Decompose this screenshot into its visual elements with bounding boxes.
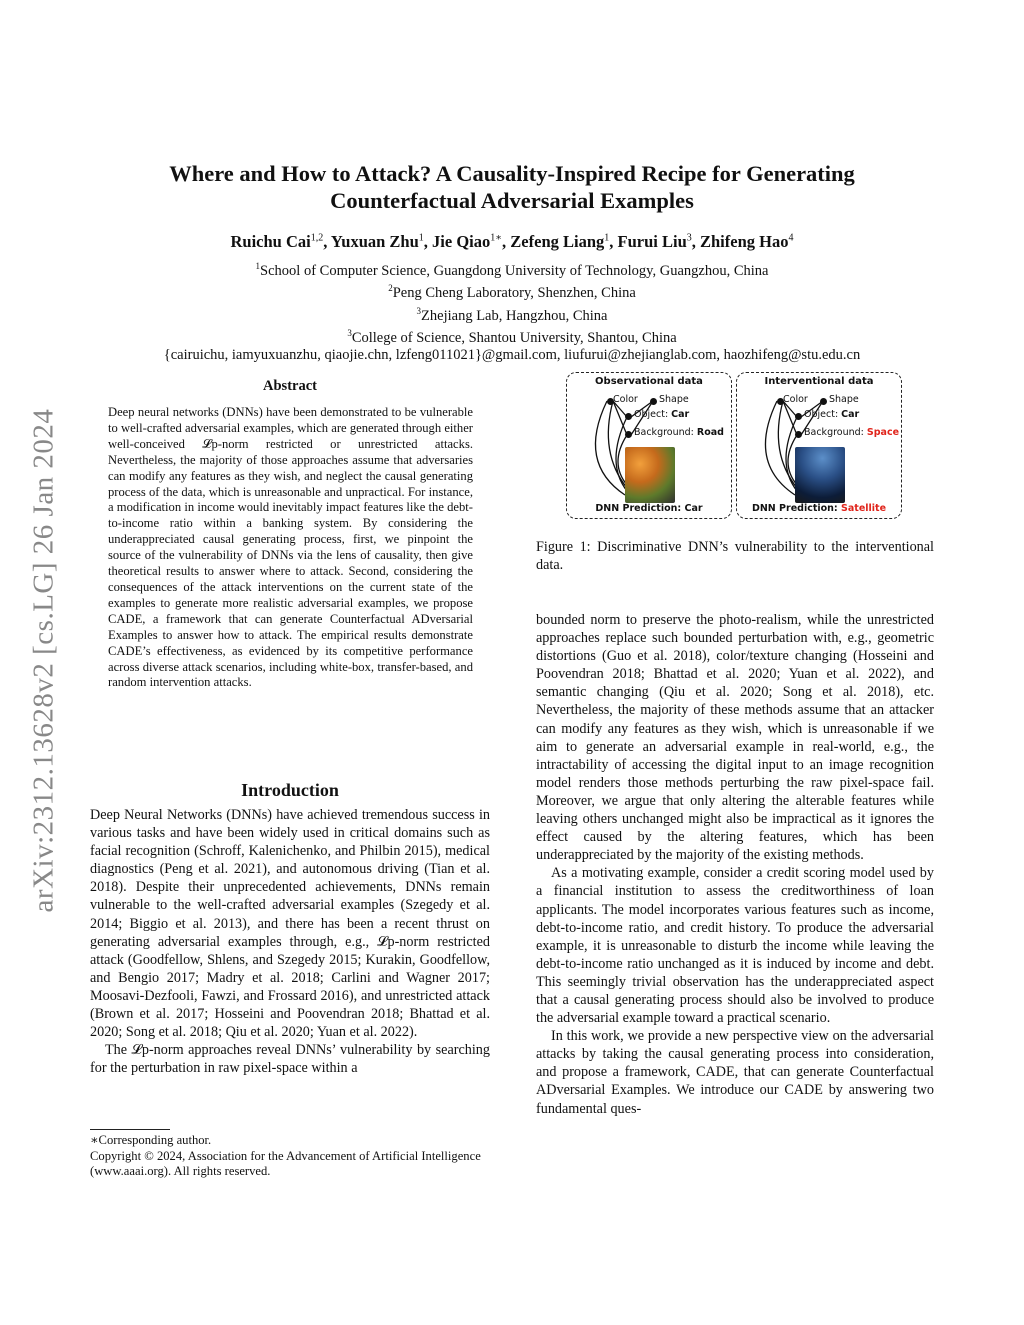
- author: Ruichu Cai$^{1,2}$: [230, 232, 324, 251]
- shape-node: Shape: [659, 394, 689, 405]
- figure-1: [562, 372, 904, 520]
- dnn-prediction: DNN Prediction: Car: [595, 503, 703, 514]
- background-node: Background: Road: [634, 427, 724, 438]
- introduction-body: [90, 806, 490, 1077]
- panel-title: Observational data: [595, 376, 703, 387]
- object-node: Object: Car: [804, 409, 860, 420]
- corresponding-author-note: ∗Corresponding author.: [90, 1133, 212, 1147]
- object-node-dot: [625, 413, 632, 420]
- object-node-dot: [795, 413, 802, 420]
- background-node-dot: [625, 431, 632, 438]
- panel-title: Interventional data: [764, 376, 874, 387]
- copyright-notice: Copyright © 2024, Association for the Advancement of Artificial Intelligence (www.aaai.org). All rights reserved.: [90, 1148, 481, 1178]
- author: Yuxuan Zhu$^1$: [330, 232, 424, 251]
- author: Furui Liu$^3$: [617, 232, 692, 251]
- affiliation: $^2$Peng Cheng Laboratory, Shenzhen, China: [388, 283, 636, 302]
- car-in-space-image: [795, 447, 845, 503]
- color-node: Color: [613, 394, 638, 405]
- car-on-road-image: [625, 447, 675, 503]
- author: Jie Qiao$^{1∗}$: [432, 232, 503, 251]
- dnn-prediction: DNN Prediction: Satellite: [751, 503, 887, 514]
- paragraph: In this work, we provide a new perspective view on the adversarial attacks by taking the causal generating process into consideration, and propose a framework, CADE, that can generate Counterfactual ADversarial Examples. We introduce our CADE by answering two fundamental ques-: [536, 1028, 934, 1117]
- footnote: [90, 1129, 490, 1180]
- paragraph: Deep Neural Networks (DNNs) have achieved tremendous success in various tasks and have been widely used in critical domains such as facial recognition (Schroff, Kalenichenko, and Philbin 2015), medical diagnostics (Peng et al. 2021), and autonomous driving (Tian et al. 2018). Despite their unprecedented achievements, DNNs remain vulnerable to the well-crafted adversarial examples (Szegedy et al. 2014; Biggio et al. 2013), and there has been a recent thrust on generating adversarial examples through, e.g., 𝓛p-norm restricted attack (Goodfellow, Shlens, and Szegedy 2015; Kurakin, Goodfellow, and Bengio 2017; Madry et al. 2018; Carlini and Wagner 2017; Moosavi-Dezfooli, Fawzi, and Frossard 2016), and unrestricted attack (Brown et al. 2017; Hosseini and Poovendran 2018; Bhattad et al. 2020; Song et al. 2018; Qiu et al. 2020; Yuan et al. 2022).: [90, 807, 490, 1041]
- affiliation: $^1$School of Computer Science, Guangdong University of Technology, Guangzhou, China: [255, 261, 769, 279]
- shape-node-dot: [650, 398, 657, 405]
- paragraph: As a motivating example, consider a credit scoring model used by a financial institution to assess the creditworthiness of loan applicants. The model incorporates various features such as income, debt-to-income ratio, and credit history. To produce the adversarial example, it is unreasonable to disturb the income while leaving the debt-to-income ratio unchanged as it is induced by income and debt. This seemingly trivial observation has the underappreciated aspect that a causal generating process should also be involved to produce the adversarial example toward a practical scenario.: [536, 865, 934, 1027]
- paper-title: Where and How to Attack? A Causality-Inspired Recipe for Generating Counterfactual Adversarial Examples: [169, 161, 855, 213]
- affiliations: [90, 258, 934, 365]
- observational-panel: [566, 372, 732, 519]
- figure-caption: Figure 1: Discriminative DNN’s vulnerability to the interventional data.: [536, 539, 934, 574]
- interventional-panel: [736, 372, 902, 519]
- paragraph: bounded norm to preserve the photo-realism, while the unrestricted approaches replace such bounded perturbation with, e.g., geometric distortions (Guo et al. 2018), color/texture changing (Hosseini and Poovendran 2018; Bhattad et al. 2020; Yuan et al. 2022), and semantic changing (Qiu et al. 2020; Song et al. 2018), etc. Nevertheless, the majority of these methods assume that an attacker can modify any features as they wish, which is unreasonable if we aim to generate an adversarial example in real-world, e.g., the intractability of accessing the digital input to an image recognition model renders those methods perturbing the raw pixel-space fail. Moreover, we argue that only altering the alterable features while leaving others unchanged might also be impractical as it ignores the effect caused by the altering features, which has been underappreciated by the majority of the existing methods.: [536, 612, 934, 864]
- abstract-heading: Abstract: [263, 378, 317, 394]
- email-list: {cairuichu, iamyuxuanzhu, qiaojie.chn, lzfeng011021}@gmail.com, liufurui@zhejianglab.com, haozhifeng@stu.edu.cn: [163, 347, 861, 364]
- abstract-text: Deep neural networks (DNNs) have been demonstrated to be vulnerable to well-crafted adversarial examples, which are generated through either well-conceived 𝓛p-norm restricted or unrestricted attacks. Nevertheless, the majority of those approaches assume that adversaries can modify any features as they wish, and neglect the causal generating process of the data, which is unreasonable and unpractical. For instance, a modification in income would inevitably impact features like the debt-to-income ratio within a banking system. By considering the underappreciated causal generating process, first, we pinpoint the source of the vulnerability of DNNs via the lens of causality, then give theoretical results to answer where to attack. Second, considering the consequences of the attack interventions on the current state of the examples to generate more realistic adversarial examples, we propose CADE, a framework that can generate Counterfactual ADversarial Examples to answer how to attack. The empirical results demonstrate CADE’s effectiveness, as evidenced by its competitive performance across diverse attack scenarios, including white-box, transfer-based, and random intervention attacks.: [108, 405, 473, 690]
- arxiv-stamp: arXiv:2312.13628v2 [cs.LG] 26 Jan 2024: [27, 408, 60, 912]
- footnote-rule: [90, 1129, 170, 1130]
- author: Zefeng Liang$^1$: [510, 232, 610, 251]
- affiliation: $^3$Zhejiang Lab, Hangzhou, China: [416, 305, 608, 324]
- introduction-heading: Introduction: [241, 780, 339, 800]
- right-column-body: [536, 611, 934, 1118]
- object-node: Object: Car: [634, 409, 690, 420]
- background-node: Background: Space: [804, 427, 900, 438]
- shape-node: Shape: [829, 394, 859, 405]
- paragraph: The 𝓛p-norm approaches reveal DNNs’ vulnerability by searching for the perturbation in raw pixel-space within a: [90, 1042, 490, 1077]
- author: Zhifeng Hao$^4$: [700, 232, 794, 251]
- shape-node-dot: [820, 398, 827, 405]
- author-list: Ruichu Cai$^{1,2}$, Yuxuan Zhu$^1$, Jie Qiao$^{1∗}$, Zefeng Liang$^1$, Furui Liu$^3$, Zhifeng Hao$^4$: [230, 232, 794, 251]
- background-node-dot: [795, 431, 802, 438]
- affiliation: $^3$College of Science, Shantou University, Shantou, China: [347, 327, 677, 346]
- color-node: Color: [783, 394, 808, 405]
